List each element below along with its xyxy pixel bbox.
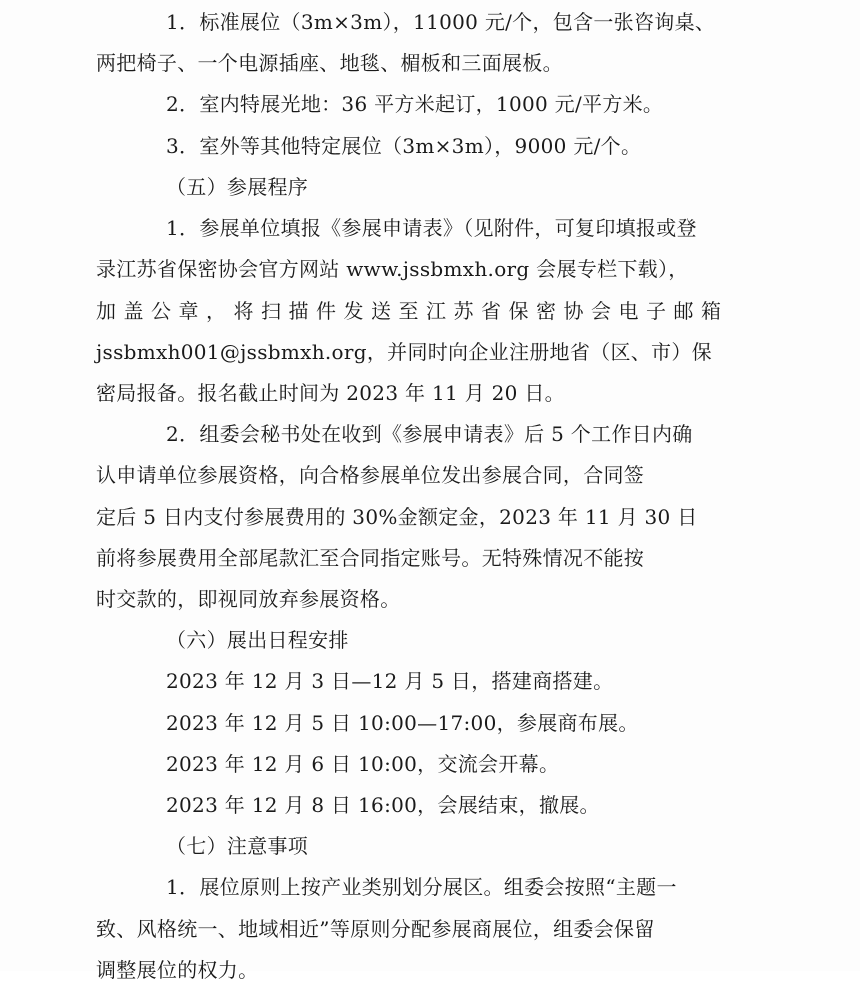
booth-standard-line-2: 两把椅子、一个电源插座、地毯、楣板和三面展板。 bbox=[96, 51, 563, 75]
notes-1-line-3: 调整展位的权力。 bbox=[96, 958, 259, 982]
procedure-2-line-4: 前将参展费用全部尾款汇至合同指定账号。无特殊情况不能按 bbox=[96, 546, 645, 570]
schedule-item-build: 2023 年 12 月 3 日—12 月 5 日，搭建商搭建。 bbox=[166, 669, 614, 693]
section-heading-procedure: （五）参展程序 bbox=[166, 175, 309, 199]
procedure-1-line-5: 密局报备。报名截止时间为 2023 年 11 月 20 日。 bbox=[96, 381, 565, 405]
procedure-1-line-3: 加盖公章，将扫描件发送至江苏省保密协会电子邮箱 bbox=[96, 299, 729, 323]
section-heading-notes: （七）注意事项 bbox=[166, 834, 309, 858]
procedure-2-line-1: 2．组委会秘书处在收到《参展申请表》后 5 个工作日内确 bbox=[166, 422, 693, 446]
procedure-1-line-1: 1．参展单位填报《参展申请表》（见附件，可复印填报或登 bbox=[166, 216, 697, 240]
booth-standard-line-1: 1．标准展位（3m×3m），11000 元/个，包含一张咨询桌、 bbox=[166, 10, 716, 34]
procedure-1-line-4: jssbmxh001@jssbmxh.org，并同时向企业注册地省（区、市）保 bbox=[96, 340, 712, 364]
section-heading-schedule: （六）展出日程安排 bbox=[166, 628, 349, 652]
notes-1-line-2: 致、风格统一、地域相近”等原则分配参展商展位，组委会保留 bbox=[96, 917, 655, 941]
procedure-2-line-3: 定后 5 日内支付参展费用的 30%金额定金，2023 年 11 月 30 日 bbox=[96, 505, 698, 529]
notes-1-line-1: 1．展位原则上按产业类别划分展区。组委会按照“主题一 bbox=[166, 875, 677, 899]
procedure-2-line-5: 时交款的，即视同放弃参展资格。 bbox=[96, 587, 401, 611]
booth-indoor-line: 2．室内特展光地：36 平方米起订，1000 元/平方米。 bbox=[166, 92, 664, 116]
schedule-item-closing: 2023 年 12 月 8 日 16:00，会展结束，撤展。 bbox=[166, 793, 600, 817]
schedule-item-opening: 2023 年 12 月 6 日 10:00，交流会开幕。 bbox=[166, 752, 560, 776]
schedule-item-setup: 2023 年 12 月 5 日 10:00—17:00，参展商布展。 bbox=[166, 711, 639, 735]
procedure-2-line-2: 认申请单位参展资格，向合格参展单位发出参展合同，合同签 bbox=[96, 463, 645, 487]
procedure-1-line-2: 录江苏省保密协会官方网站 www.jssbmxh.org 会展专栏下载）， bbox=[96, 257, 689, 281]
booth-outdoor-line: 3．室外等其他特定展位（3m×3m），9000 元/个。 bbox=[166, 134, 642, 158]
